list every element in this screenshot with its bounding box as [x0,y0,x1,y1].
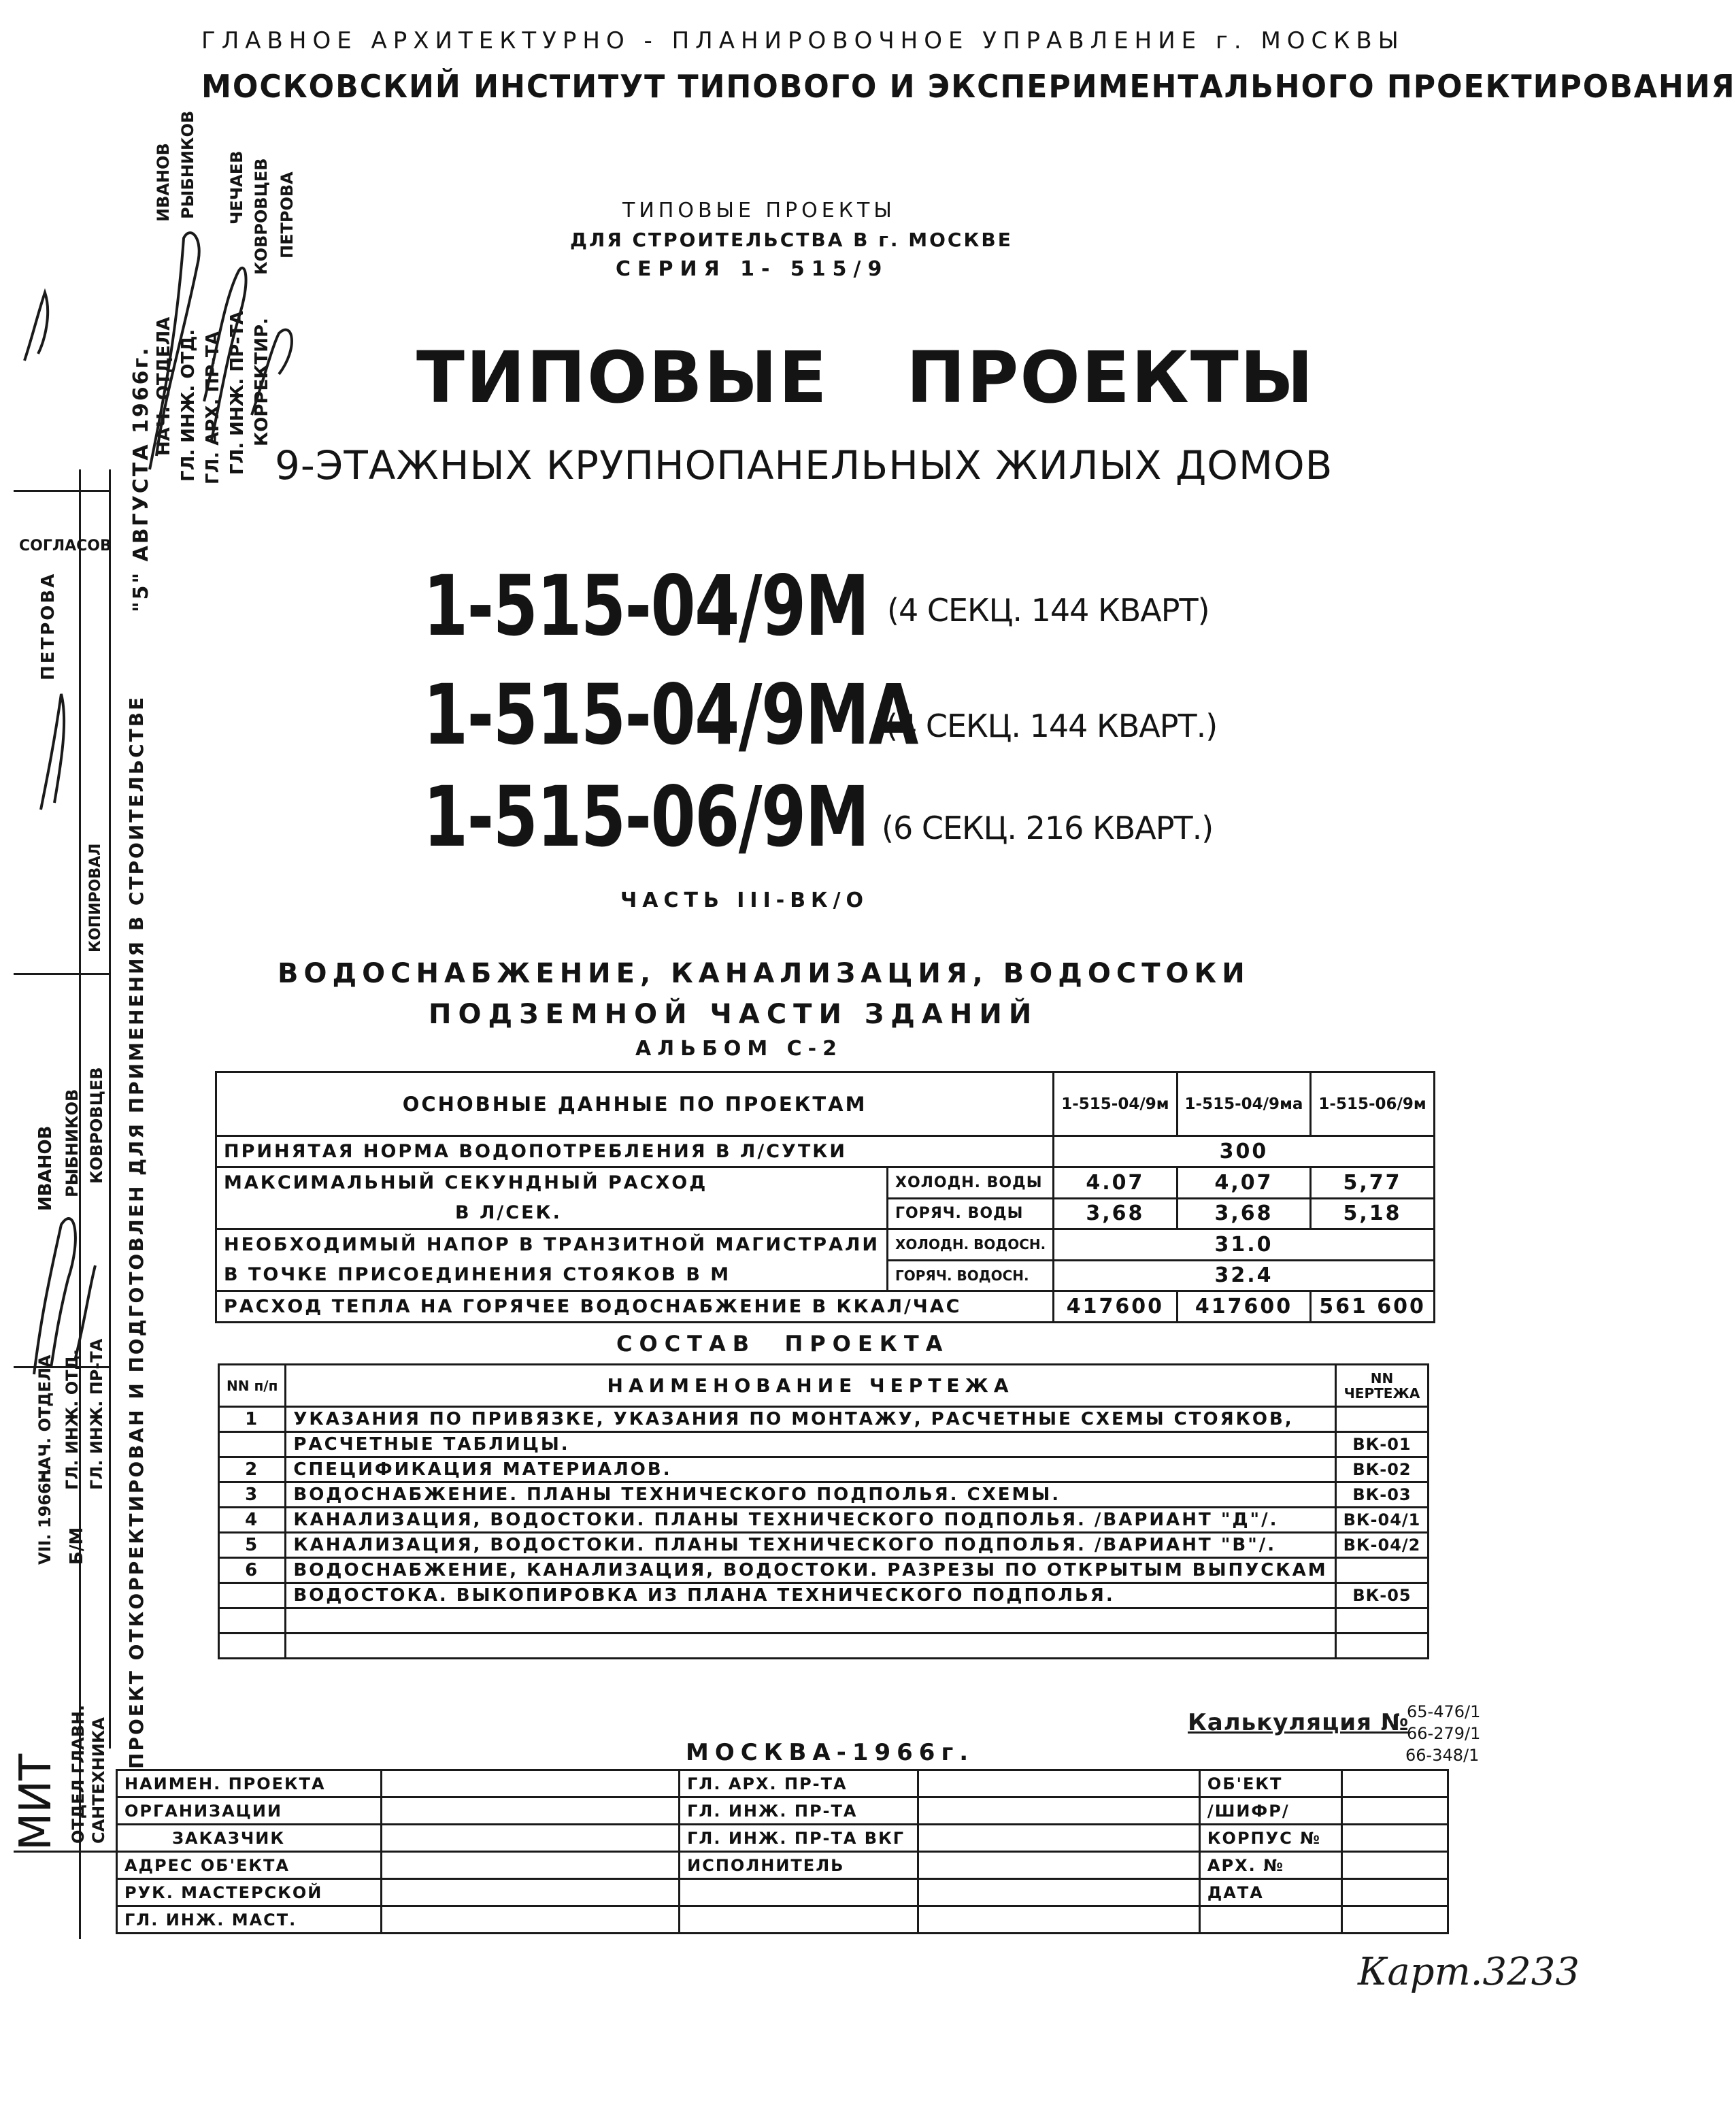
stamp-row [117,1825,1448,1852]
comp-header-name: НАИМЕНОВАНИЕ ЧЕРТЕЖА [286,1365,1335,1407]
series-line2: ДЛЯ СТРОИТЕЛЬСТВА В г. МОСКВЕ [570,229,1013,251]
section-line2: ПОДЗЕМНОЙ ЧАСТИ ЗДАНИЙ [429,999,1039,1030]
col-header-1: 1-515-04/9м [1054,1072,1177,1136]
stamp-table [116,1769,1449,1934]
comp-row-num [219,1634,286,1659]
comp-row-name: РАСЧЕТНЫЕ ТАБЛИЦЫ. [286,1432,1335,1457]
stamp-value-mid [918,1825,1200,1852]
comp-row-num: 3 [219,1482,286,1508]
signer-role-3: ГЛ. АРХ. ПР-ТА [203,331,223,484]
pressure-cold-label: ХОЛОДН. ВОДОСН. [887,1229,1053,1261]
comp-row-sheet: ВК-05 [1335,1583,1429,1608]
cold-value-3: 5,77 [1311,1167,1434,1199]
comp-row-sheet [1335,1634,1429,1659]
stamp-label-left: ЗАКАЗЧИК [117,1825,382,1852]
comp-row [219,1608,1429,1634]
comp-row-sheet: ВК-03 [1335,1482,1429,1508]
norm-label: ПРИНЯТАЯ НОРМА ВОДОПОТРЕБЛЕНИЯ В Л/СУТКИ [216,1136,1054,1167]
comp-header-sheet: NN ЧЕРТЕЖА [1335,1365,1429,1407]
stamp-row [117,1906,1448,1934]
signature-marks [136,197,313,490]
comp-row [219,1457,1429,1482]
hot-value-2: 3,68 [1177,1198,1311,1229]
calc-label: Калькуляция № [1188,1709,1409,1736]
signature-3 [252,330,292,415]
stamp-label-right: ДАТА [1199,1879,1341,1906]
pressure-label-line1: НЕОБХОДИМЫЙ НАПОР В ТРАНЗИТНОЙ МАГИСТРАЛИ [224,1234,880,1255]
left-strip-mid-rule [14,973,109,975]
comp-row-name: СПЕЦИФИКАЦИЯ МАТЕРИАЛОВ. [286,1457,1335,1482]
hot-value-3: 5,18 [1311,1198,1434,1229]
comp-row-name: КАНАЛИЗАЦИЯ, ВОДОСТОКИ. ПЛАНЫ ТЕХНИЧЕСКОГО ПОДПОЛЬЯ. /ВАРИАНТ "Д"/. [286,1508,1335,1533]
stamp-value-left [381,1797,679,1825]
stamp-value-mid [918,1879,1200,1906]
norm-value: 300 [1054,1136,1435,1167]
heat-value-3: 561 600 [1311,1291,1434,1323]
pressure-hot-label: ГОРЯЧ. ВОДОСН. [887,1260,1053,1291]
comp-row [219,1533,1429,1558]
comp-row-name: УКАЗАНИЯ ПО ПРИВЯЗКЕ, УКАЗАНИЯ ПО МОНТАЖУ, РАСЧЕТНЫЕ СХЕМЫ СТОЯКОВ, [286,1407,1335,1432]
series-line3: СЕРИЯ 1- 515/9 [616,257,889,281]
comp-row [219,1407,1429,1432]
stamp-label-right: /ШИФР/ [1199,1797,1341,1825]
stamp-value-left [381,1906,679,1934]
comp-row-sheet: ВК-02 [1335,1457,1429,1482]
stamp-value-left [381,1879,679,1906]
col-header-2: 1-515-04/9ма [1177,1072,1311,1136]
flow-label-line2: В Л/СЕК. [455,1202,562,1223]
stamp-value-left [381,1852,679,1879]
stamp-row [117,1770,1448,1797]
stamp-label-mid: ГЛ. ИНЖ. ПР-ТА [680,1797,918,1825]
stamp-label-right [1199,1906,1341,1934]
comp-row-sheet [1335,1407,1429,1432]
stamp-value-left [381,1770,679,1797]
comp-row-sheet [1335,1558,1429,1583]
signer-role-4: ГЛ. ИНЖ. ПР-ТА [227,311,248,475]
hot-value-1: 3,68 [1054,1198,1177,1229]
signature-7 [41,694,64,810]
comp-row-name: ВОДОСНАБЖЕНИЕ, КАНАЛИЗАЦИЯ, ВОДОСТОКИ. РАЗРЕЗЫ ПО ОТКРЫТЫМ ВЫПУСКАМ [286,1558,1335,1583]
stamp-label-right: АРХ. № [1199,1852,1341,1879]
stamp-value-right [1342,1852,1448,1879]
vii-date: VII. 1966г. [35,1468,54,1565]
subtitle: 9-ЭТАЖНЫХ КРУПНОПАНЕЛЬНЫХ ЖИЛЫХ ДОМОВ [275,442,1333,488]
hot-water-label: ГОРЯЧ. ВОДЫ [887,1198,1053,1229]
stamp-value-mid [918,1770,1200,1797]
project-desc-3: (6 СЕКЦ. 216 КВАРТ.) [882,810,1214,846]
signer-name-2: РЫБНИКОВ [178,110,197,219]
stamp-value-right [1342,1770,1448,1797]
stamp-row [117,1879,1448,1906]
stamp-label-mid: ИСПОЛНИТЕЛЬ [680,1852,918,1879]
stamp-value-mid [918,1797,1200,1825]
stamp-value-mid [918,1906,1200,1934]
signature-2 [204,268,246,442]
comp-row-name [286,1634,1335,1659]
cold-value-1: 4.07 [1054,1167,1177,1199]
approval-text: ПРОЕКТ ОТКОРРЕКТИРОВАН И ПОДГОТОВЛЕН ДЛЯ ПРИМЕНЕНИЯ В СТРОИТЕЛЬСТВЕ [125,695,148,1769]
left-strip-top-rule [14,490,109,492]
pressure-label [216,1229,888,1291]
project-code-2: 1-515-04/9МА [423,667,918,763]
small-name-1: ИВАНОВ [35,1125,56,1211]
comp-row-sheet [1335,1608,1429,1634]
soglasov-label: СОГЛАСОВ [19,537,112,554]
comp-row-num [219,1608,286,1634]
pressure-cold-value: 31.0 [1054,1229,1435,1261]
small-role-2: ГЛ. ИНЖ. ОТД. [63,1349,82,1490]
signer-name-3: ЧЕЧАЕВ [227,150,246,225]
series-line1: ТИПОВЫЕ ПРОЕКТЫ [622,199,896,222]
comp-row-num: 4 [219,1508,286,1533]
pressure-hot-value: 32.4 [1054,1260,1435,1291]
cold-value-2: 4,07 [1177,1167,1311,1199]
flow-label [216,1167,888,1229]
comp-row-sheet: ВК-01 [1335,1432,1429,1457]
comp-row-num [219,1432,286,1457]
signature-6 [24,293,48,361]
comp-row-sheet: ВК-04/1 [1335,1508,1429,1533]
project-desc-2: (4 СЕКЦ. 144 КВАРТ.) [886,708,1218,744]
heat-label: РАСХОД ТЕПЛА НА ГОРЯЧЕЕ ВОДОСНАБЖЕНИЕ В ККАЛ/ЧАС [216,1291,1054,1323]
signer-role-1: НАЧ. ОТДЕЛА [154,316,174,456]
bm-label: Б/М [67,1527,87,1565]
stamp-value-left [381,1825,679,1852]
signer-role-2: ГЛ. ИНЖ. ОТД. [178,329,199,482]
comp-row [219,1583,1429,1608]
calc-num-1: 65-476/1 [1407,1702,1481,1721]
pressure-label-line2: В ТОЧКЕ ПРИСОЕДИНЕНИЯ СТОЯКОВ В М [224,1264,731,1285]
main-title: ТИПОВЫЕ ПРОЕКТЫ [416,336,1315,419]
stamp-value-mid [918,1852,1200,1879]
stamp-value-right [1342,1906,1448,1934]
petrova-label: ПЕТРОВА [38,571,59,680]
section-line1: ВОДОСНАБЖЕНИЕ, КАНАЛИЗАЦИЯ, ВОДОСТОКИ [278,958,1250,989]
comp-row-name [286,1608,1335,1634]
small-role-3: ГЛ. ИНЖ. ПР-ТА [87,1338,106,1490]
city-year: МОСКВА-1966г. [686,1739,975,1766]
col-header-3: 1-515-06/9м [1311,1072,1434,1136]
comp-row-sheet: ВК-04/2 [1335,1533,1429,1558]
stamp-label-left: НАИМЕН. ПРОЕКТА [117,1770,382,1797]
otdel-label: ОТДЕЛ ГЛАВН. САНТЕХНИКА [69,1704,108,1844]
comp-header-num: NN п/п [219,1365,286,1407]
stamp-label-left: ГЛ. ИНЖ. МАСТ. [117,1906,382,1934]
comp-row [219,1634,1429,1659]
signature-1 [150,233,199,469]
left-strip-border-2 [109,469,111,1748]
signer-name-5: ПЕТРОВА [278,171,297,259]
stamp-label-left: АДРЕС ОБ'ЕКТА [117,1852,382,1879]
project-code-1: 1-515-04/9М [423,558,869,654]
stamp-value-right [1342,1825,1448,1852]
signature-4 [34,1219,76,1374]
calc-num-3: 66-348/1 [1405,1746,1480,1765]
stamp-label-right: КОРПУС № [1199,1825,1341,1852]
heat-value-2: 417600 [1177,1291,1311,1323]
signer-role-5: КОРРЕКТИР. [252,318,272,446]
signature-marks-top [18,286,59,367]
cold-water-label: ХОЛОДН. ВОДЫ [887,1167,1053,1199]
stamp-row [117,1852,1448,1879]
comp-row-name: КАНАЛИЗАЦИЯ, ВОДОСТОКИ. ПЛАНЫ ТЕХНИЧЕСКОГО ПОДПОЛЬЯ. /ВАРИАНТ "В"/. [286,1533,1335,1558]
stamp-value-right [1342,1797,1448,1825]
stamp-label-mid: ГЛ. ИНЖ. ПР-ТА ВКГ [680,1825,918,1852]
comp-row-num [219,1583,286,1608]
kart-number: Карт.3233 [1358,1950,1580,1994]
signer-name-1: ИВАНОВ [154,143,173,222]
stamp-label-left: ОРГАНИЗАЦИИ [117,1797,382,1825]
stamp-value-right [1342,1879,1448,1906]
main-data-table [215,1071,1435,1323]
comp-row [219,1558,1429,1583]
comp-row [219,1508,1429,1533]
signature-5 [75,1265,95,1361]
left-strip-bottom-rule [14,1851,116,1853]
signature-marks-petrova [27,680,75,816]
flow-label-line1: МАКСИМАЛЬНЫЙ СЕКУНДНЫЙ РАСХОД [224,1172,708,1193]
composition-title: СОСТАВ ПРОЕКТА [616,1331,950,1357]
comp-row-num: 2 [219,1457,286,1482]
signer-name-4: КОВРОВЦЕВ [252,158,271,275]
comp-row-name: ВОДОСТОКА. ВЫКОПИРОВКА ИЗ ПЛАНА ТЕХНИЧЕСКОГО ПОДПОЛЬЯ. [286,1583,1335,1608]
comp-row-name: ВОДОСНАБЖЕНИЕ. ПЛАНЫ ТЕХНИЧЕСКОГО ПОДПОЛЬЯ. СХЕМЫ. [286,1482,1335,1508]
composition-table [218,1363,1429,1659]
stamp-row [117,1797,1448,1825]
stamp-label-mid: ГЛ. АРХ. ПР-ТА [680,1770,918,1797]
comp-row-num: 5 [219,1533,286,1558]
data-table-header: ОСНОВНЫЕ ДАННЫЕ ПО ПРОЕКТАМ [216,1072,1054,1136]
small-name-2: РЫБНИКОВ [63,1089,82,1197]
signature-marks-lower [20,1184,109,1388]
small-role-1: НАЧ. ОТДЕЛА [35,1355,54,1483]
comp-row [219,1432,1429,1457]
heat-value-1: 417600 [1054,1291,1177,1323]
stamp-label-right: ОБ'ЕКТ [1199,1770,1341,1797]
approval-date: "5" АВГУСТА 1966г. [129,346,153,612]
kopiroval-label: КОПИРОВАЛ [87,843,104,952]
project-desc-1: (4 СЕКЦ. 144 КВАРТ) [887,592,1209,629]
calc-num-2: 66-279/1 [1407,1724,1481,1743]
stamp-label-left: РУК. МАСТЕРСКОЙ [117,1879,382,1906]
stamp-label-mid [680,1879,918,1906]
header-line2: МОСКОВСКИЙ ИНСТИТУТ ТИПОВОГО И ЭКСПЕРИМЕНТАЛЬНОГО ПРОЕКТИРОВАНИЯ [201,68,1736,105]
comp-row-num: 6 [219,1558,286,1583]
comp-row [219,1482,1429,1508]
small-name-3: КОВРОВЦЕВ [87,1067,106,1184]
part-label: ЧАСТЬ III-ВК/О [620,889,869,912]
header-line1: ГЛАВНОЕ АРХИТЕКТУРНО - ПЛАНИРОВОЧНОЕ УПРАВЛЕНИЕ г. МОСКВЫ [201,27,1405,54]
stamp-label-mid [680,1906,918,1934]
project-code-3: 1-515-06/9М [423,769,869,865]
mit-logo: МИТ [11,1753,61,1851]
album-label: АЛЬБОМ С-2 [635,1037,844,1061]
comp-row-num: 1 [219,1407,286,1432]
